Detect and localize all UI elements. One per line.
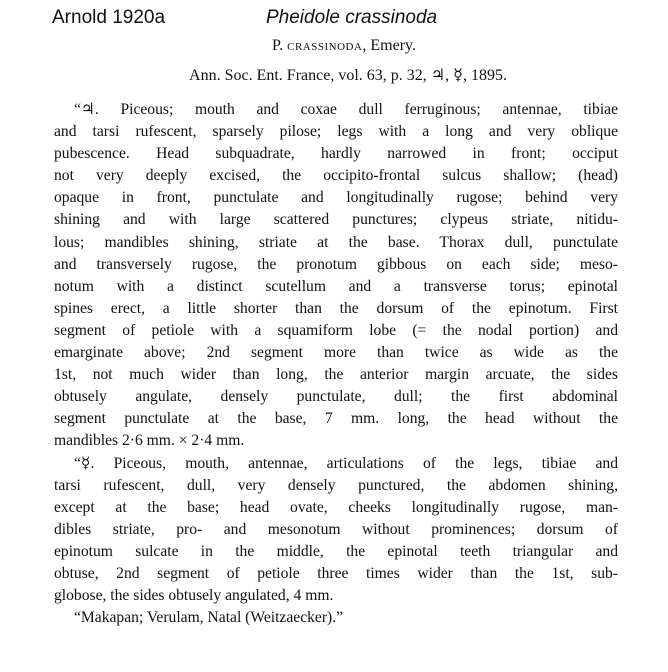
locality-line: “Makapan; Verulam, Natal (Weitzaecker).” (74, 609, 344, 627)
soldier-paragraph (54, 99, 618, 453)
text-line: notum with a distinct scutellum and a transverse torus; epinotal (54, 277, 618, 295)
text-line: spines erect, a little shorter than the dorsum of the epinotum. First (54, 299, 618, 317)
text-line: “♃. Piceous; mouth and coxae dull ferruginous; antennae, tibiae (74, 101, 618, 118)
text-line: epinotum sulcate in the middle, the epinotal teeth triangular and (54, 542, 618, 560)
text-line: segment punctulate at the base, 7 mm. long, the head without the (54, 410, 618, 428)
text-line: lous; mandibles shining, striate at the base. Thorax dull, punctulate (54, 233, 618, 251)
species-label: Pheidole crassinoda (266, 7, 438, 28)
text-line: pubescence. Head subquadrate, hardly narrowed in front; occiput (54, 145, 618, 163)
text-line: and tarsi rufescent, sparsely pilose; legs with a long and very oblique (54, 123, 618, 141)
text-line: mandibles 2·6 mm. × 2·4 mm. (54, 432, 245, 450)
text-line: and transversely rugose, the pronotum gibbous on each side; meso- (54, 255, 618, 273)
text-line: except at the base; head ovate, cheeks longitudinally rugose, man- (54, 498, 618, 516)
text-line: emarginate above; 2nd segment more than twice as wide as the (54, 344, 618, 362)
genus-abbrev: P. (271, 37, 284, 54)
species-epithet: crassinoda (287, 37, 363, 54)
worker-paragraph (54, 453, 618, 608)
text-line: dibles striate, pro- and mesonotum without prominences; dorsum of (54, 520, 618, 538)
text-line: “☿. Piceous, mouth, antennae, articulations of the legs, tibiae and (74, 454, 618, 472)
text-line: not very deeply excised, the occipito-frontal sulcus shallow; (head) (54, 167, 618, 185)
page-header (0, 6, 668, 30)
text-line: tarsi rufescent, dull, very densely punctured, the abdomen shining, (54, 476, 618, 494)
text-line: obtusely angulate, densely punctulate, dull; the first abdominal (54, 388, 618, 406)
description-body (54, 99, 618, 629)
text-line: shining and with large scattered punctures; clypeus striate, nitidu- (54, 211, 618, 229)
species-author: , Emery. (362, 37, 417, 54)
text-line: globose, the sides obtusely angulated, 4 mm. (54, 587, 334, 605)
citation-label: Arnold 1920a (52, 7, 166, 28)
text-line: opaque in front, punctulate and longitudinally rugose; behind very (54, 189, 618, 207)
text-line: 1st, not much wider than long, the anterior margin arcuate, the sides (54, 366, 618, 384)
species-heading (0, 36, 668, 56)
text-line: obtuse, 2nd segment of petiole three times wider than the 1st, sub- (54, 564, 618, 582)
text-line: segment of petiole with a squamiform lobe (= the nodal portion) and (54, 321, 618, 339)
reference-line: Ann. Soc. Ent. France, vol. 63, p. 32, ♃, ☿, 1895. (189, 67, 507, 84)
